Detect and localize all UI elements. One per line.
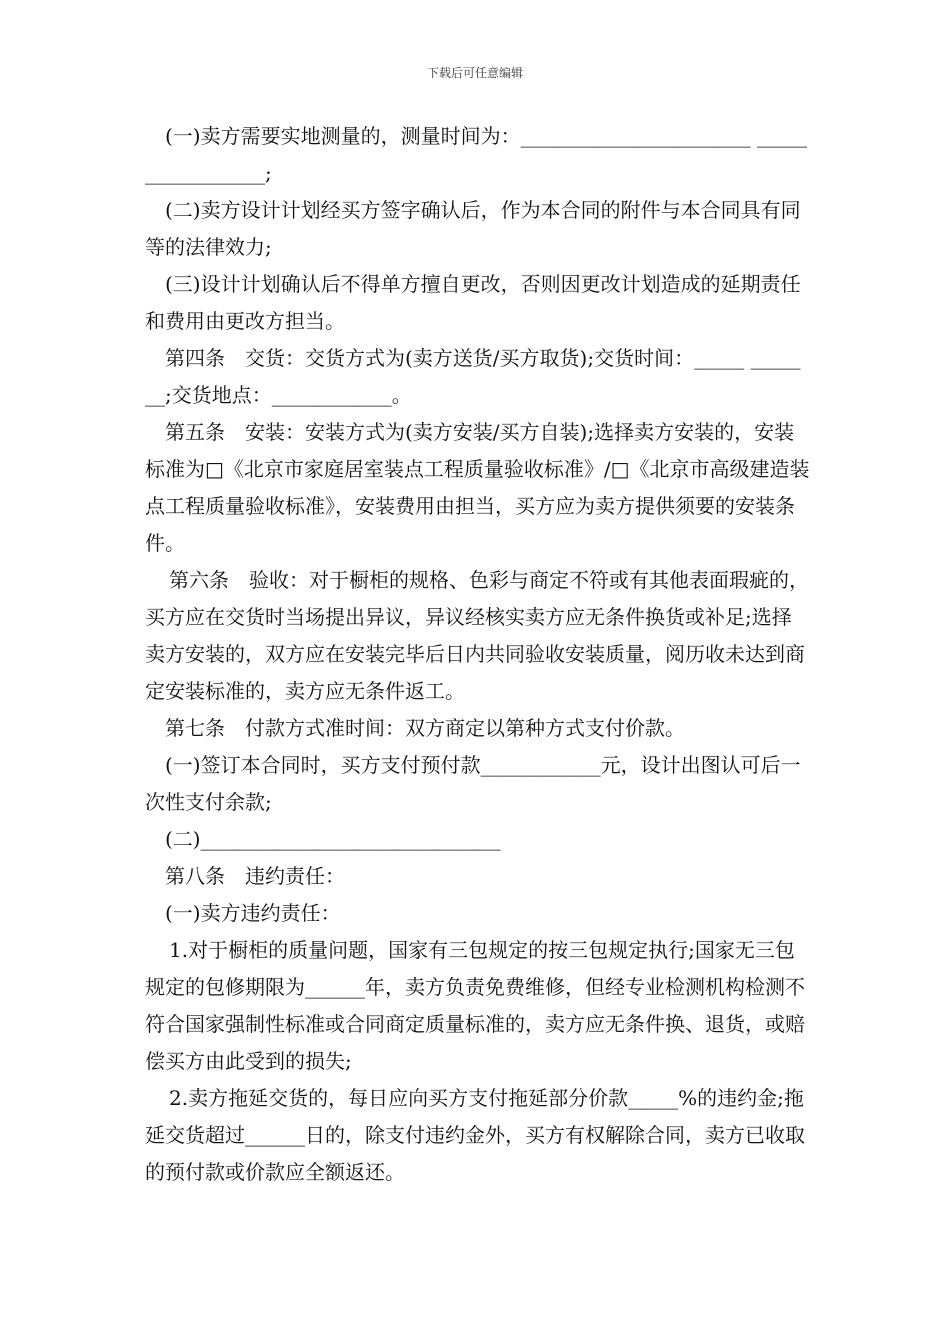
page-header: 下载后可任意编辑 xyxy=(426,66,523,80)
paragraph-seller-liability: (一)卖方违约责任： xyxy=(165,901,341,925)
paragraph-quality-issue: 1.对于橱柜的质量问题，国家有三包规定的按三包规定执行;国家无三包规定的包修期限为______年，卖方负责免费维修，但经专业检测机构检测不符合国家强制性标准或合同商定质量标准的，卖方应无条件换、退货，或赔偿买方由此受到的损失; xyxy=(145,938,805,1073)
document-body xyxy=(145,118,810,1191)
article-seven-payment: 第七条 付款方式准时间：双方商定以第种方式支付价款。 xyxy=(165,716,685,740)
paragraph-prepayment: (一)签订本合同时，买方支付预付款____________元，设计出图认可后一次性支付余款; xyxy=(145,753,801,814)
article-four-delivery: 第四条 交货：交货方式为(卖方送货/买方取货);交货时间：_____ _______;交货地点：____________。 xyxy=(145,346,801,407)
article-five-installation: 第五条 安装：安装方式为(卖方安装/买方自装);选择卖方安装的，安装标准为□《北京市家庭居室装点工程质量验收标准》/□《北京市高级建造装点工程质量验收标准》，安装费用由担当，买方应为卖方提供须要的安装条件。 xyxy=(145,420,810,555)
paragraph-payment-other: (二)______________________________ xyxy=(165,827,501,851)
paragraph-design-plan: (二)卖方设计计划经买方签字确认后，作为本合同的附件与本合同具有同等的法律效力; xyxy=(145,198,801,259)
paragraph-plan-change: (三)设计计划确认后不得单方擅自更改，否则因更改计划造成的延期责任和费用由更改方担当。 xyxy=(145,272,801,333)
paragraph-measurement: (一)卖方需要实地测量的，测量时间为：_______________________ _________________; xyxy=(145,124,807,185)
article-eight-liability: 第八条 违约责任： xyxy=(165,864,345,888)
article-six-acceptance: 第六条 验收：对于橱柜的规格、色彩与商定不符或有其他表面瑕疵的，买方应在交货时当场提出异议，异议经核实卖方应无条件换货或补足;选择卖方安装的，双方应在安装完毕后日内共同验收安装质量，阅历收未达到商定安装标准的，卖方应无条件返工。 xyxy=(145,568,809,703)
paragraph-delay-delivery: 2.卖方拖延交货的，每日应向买方支付拖延部分价款_____%的违约金;拖延交货超过______日的，除支付违约金外，买方有权解除合同，卖方已收取的预付款或价款应全额返还。 xyxy=(145,1086,805,1184)
